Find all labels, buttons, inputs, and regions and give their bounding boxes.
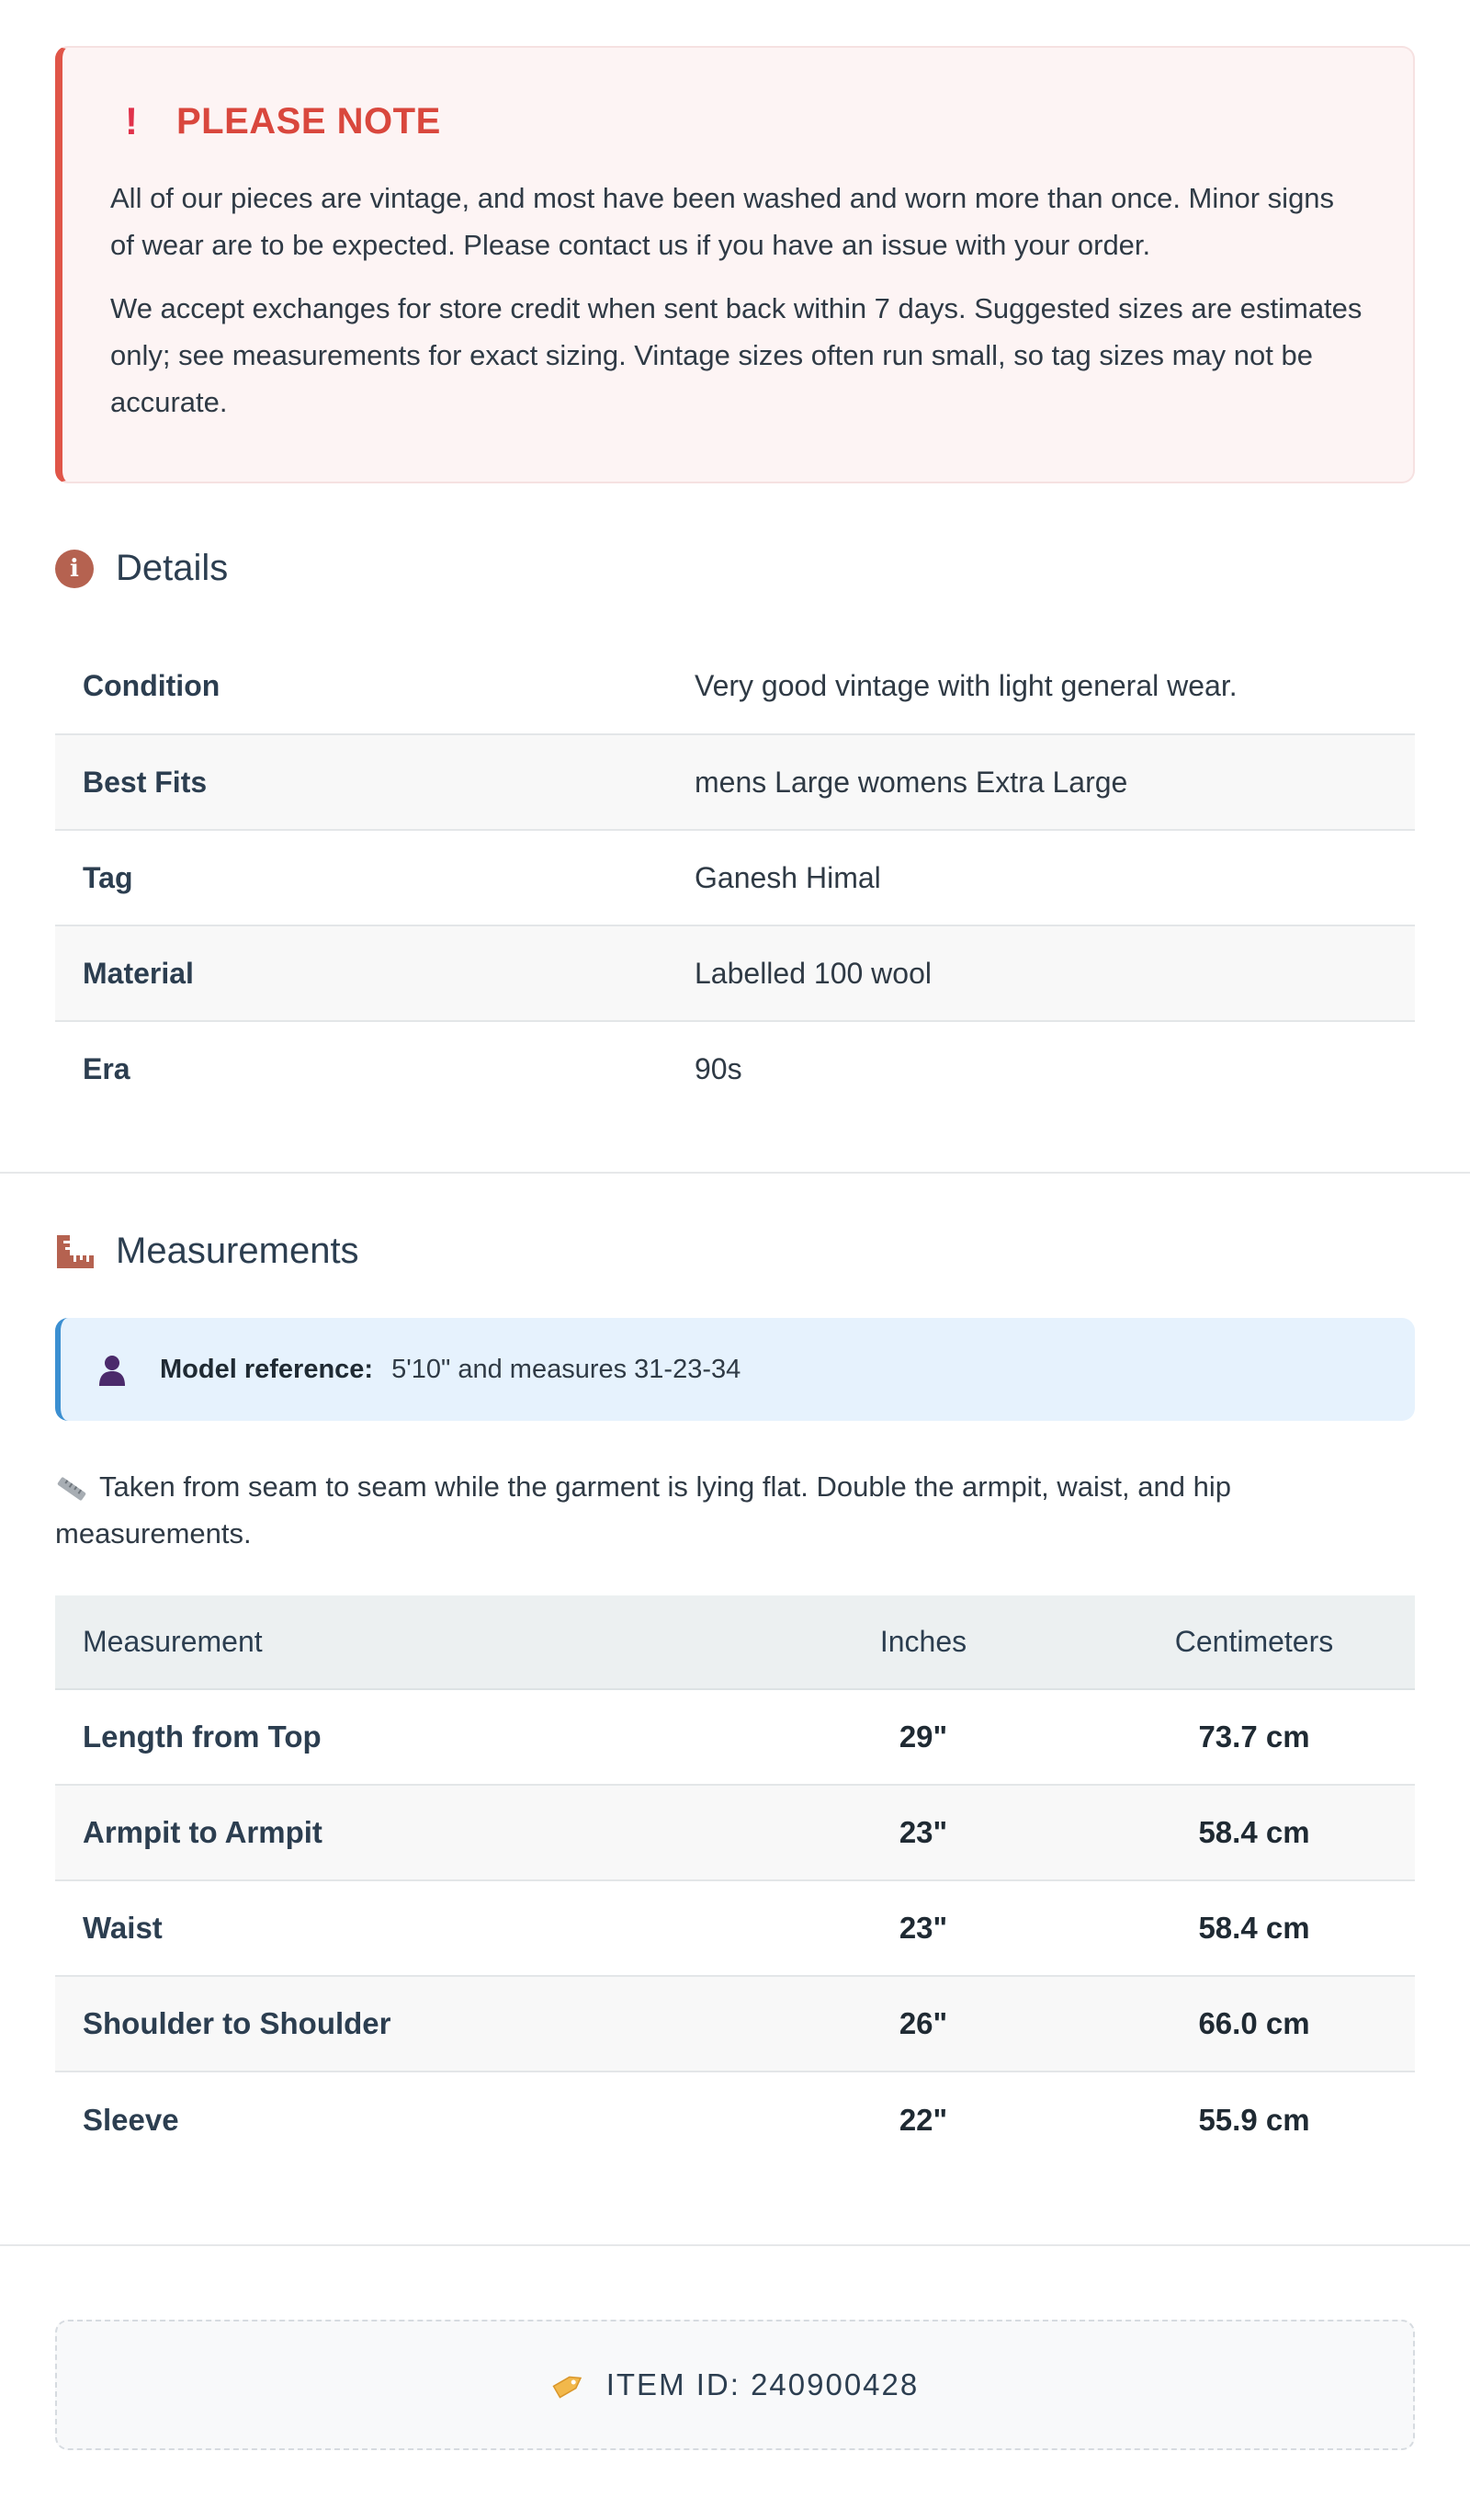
- column-header: Measurement: [83, 1625, 263, 1658]
- detail-value: 90s: [695, 1052, 742, 1085]
- detail-value: Very good vintage with light general wear.: [695, 669, 1238, 702]
- measurement-cm: 58.4 cm: [1198, 1815, 1310, 1849]
- measurement-inches: 29": [899, 1720, 948, 1754]
- measurement-name: Sleeve: [83, 2102, 179, 2137]
- notice-paragraph: We accept exchanges for store credit when sent back within 7 days. Suggested sizes are estimates only; see measurements for exact sizing. Vintage sizes often run small, so tag sizes may not be accurate.: [110, 292, 1363, 418]
- column-header: Inches: [879, 1625, 967, 1658]
- detail-label: Era: [83, 1052, 130, 1085]
- measurements-table: [55, 1595, 1415, 2167]
- details-table: [55, 639, 1415, 1117]
- model-reference-value: 5'10" and measures 31-23-34: [391, 1354, 741, 1384]
- notice-box: [55, 46, 1415, 483]
- measurements-title: Measurements: [116, 1231, 359, 1271]
- measurement-cm: 73.7 cm: [1198, 1720, 1310, 1754]
- measurement-cm: 66.0 cm: [1198, 2006, 1310, 2040]
- exclamation-icon: !: [125, 99, 138, 142]
- table-row: [55, 639, 1415, 734]
- notice-title: PLEASE NOTE: [176, 100, 441, 142]
- straight-ruler-icon: [55, 1474, 88, 1504]
- person-icon: [96, 1353, 129, 1386]
- item-id-text: ITEM ID: 240900428: [605, 2367, 920, 2401]
- notice-paragraph: All of our pieces are vintage, and most have been washed and worn more than once. Minor signs of wear are to be expected. Please contact us if you have an issue with your order.: [110, 182, 1335, 261]
- table-row: [55, 830, 1415, 925]
- detail-label: Tag: [83, 860, 133, 894]
- measurement-name: Shoulder to Shoulder: [83, 2006, 391, 2040]
- notice-header: [110, 99, 1365, 143]
- table-row: [55, 925, 1415, 1021]
- section-divider: [0, 2244, 1470, 2246]
- measurement-cm: 58.4 cm: [1198, 1911, 1310, 1945]
- ruler-icon: [55, 1233, 96, 1270]
- measurement-cm: 55.9 cm: [1198, 2102, 1310, 2137]
- measurement-inches: 23": [899, 1815, 948, 1849]
- detail-value: Labelled 100 wool: [695, 956, 932, 990]
- detail-value: Ganesh Himal: [695, 860, 881, 894]
- table-header-row: [55, 1595, 1415, 1689]
- measurement-name: Length from Top: [83, 1720, 322, 1754]
- measurement-inches: 22": [899, 2102, 948, 2137]
- measurement-note: [55, 1463, 1415, 1557]
- table-row: [55, 1785, 1415, 1880]
- section-divider: [0, 1172, 1470, 1174]
- details-title: Details: [116, 548, 229, 588]
- measurement-name: Waist: [83, 1911, 163, 1945]
- model-reference-box: [55, 1318, 1415, 1421]
- detail-label: Condition: [83, 669, 220, 702]
- measurement-inches: 23": [899, 1911, 948, 1945]
- item-id-box: [55, 2320, 1415, 2450]
- table-row: [55, 1021, 1415, 1117]
- column-header: Centimeters: [1174, 1625, 1334, 1658]
- price-tag-icon: [551, 2369, 586, 2401]
- detail-label: Best Fits: [83, 765, 208, 799]
- measurement-name: Armpit to Armpit: [83, 1815, 322, 1849]
- measurement-note-text: Taken from seam to seam while the garment is lying flat. Double the armpit, waist, and hip measurements.: [55, 1470, 1231, 1549]
- measurements-header: [55, 1231, 1415, 1272]
- model-reference-label: Model reference:: [160, 1354, 374, 1384]
- info-icon: i: [55, 550, 94, 588]
- measurement-inches: 26": [899, 2006, 948, 2040]
- table-row: [55, 1976, 1415, 2072]
- table-row: [55, 2072, 1415, 2167]
- table-row: [55, 1689, 1415, 1785]
- table-row: [55, 1880, 1415, 1976]
- detail-value: mens Large womens Extra Large: [695, 765, 1128, 799]
- table-row: [55, 734, 1415, 830]
- detail-label: Material: [83, 956, 194, 990]
- details-header: [55, 548, 1415, 589]
